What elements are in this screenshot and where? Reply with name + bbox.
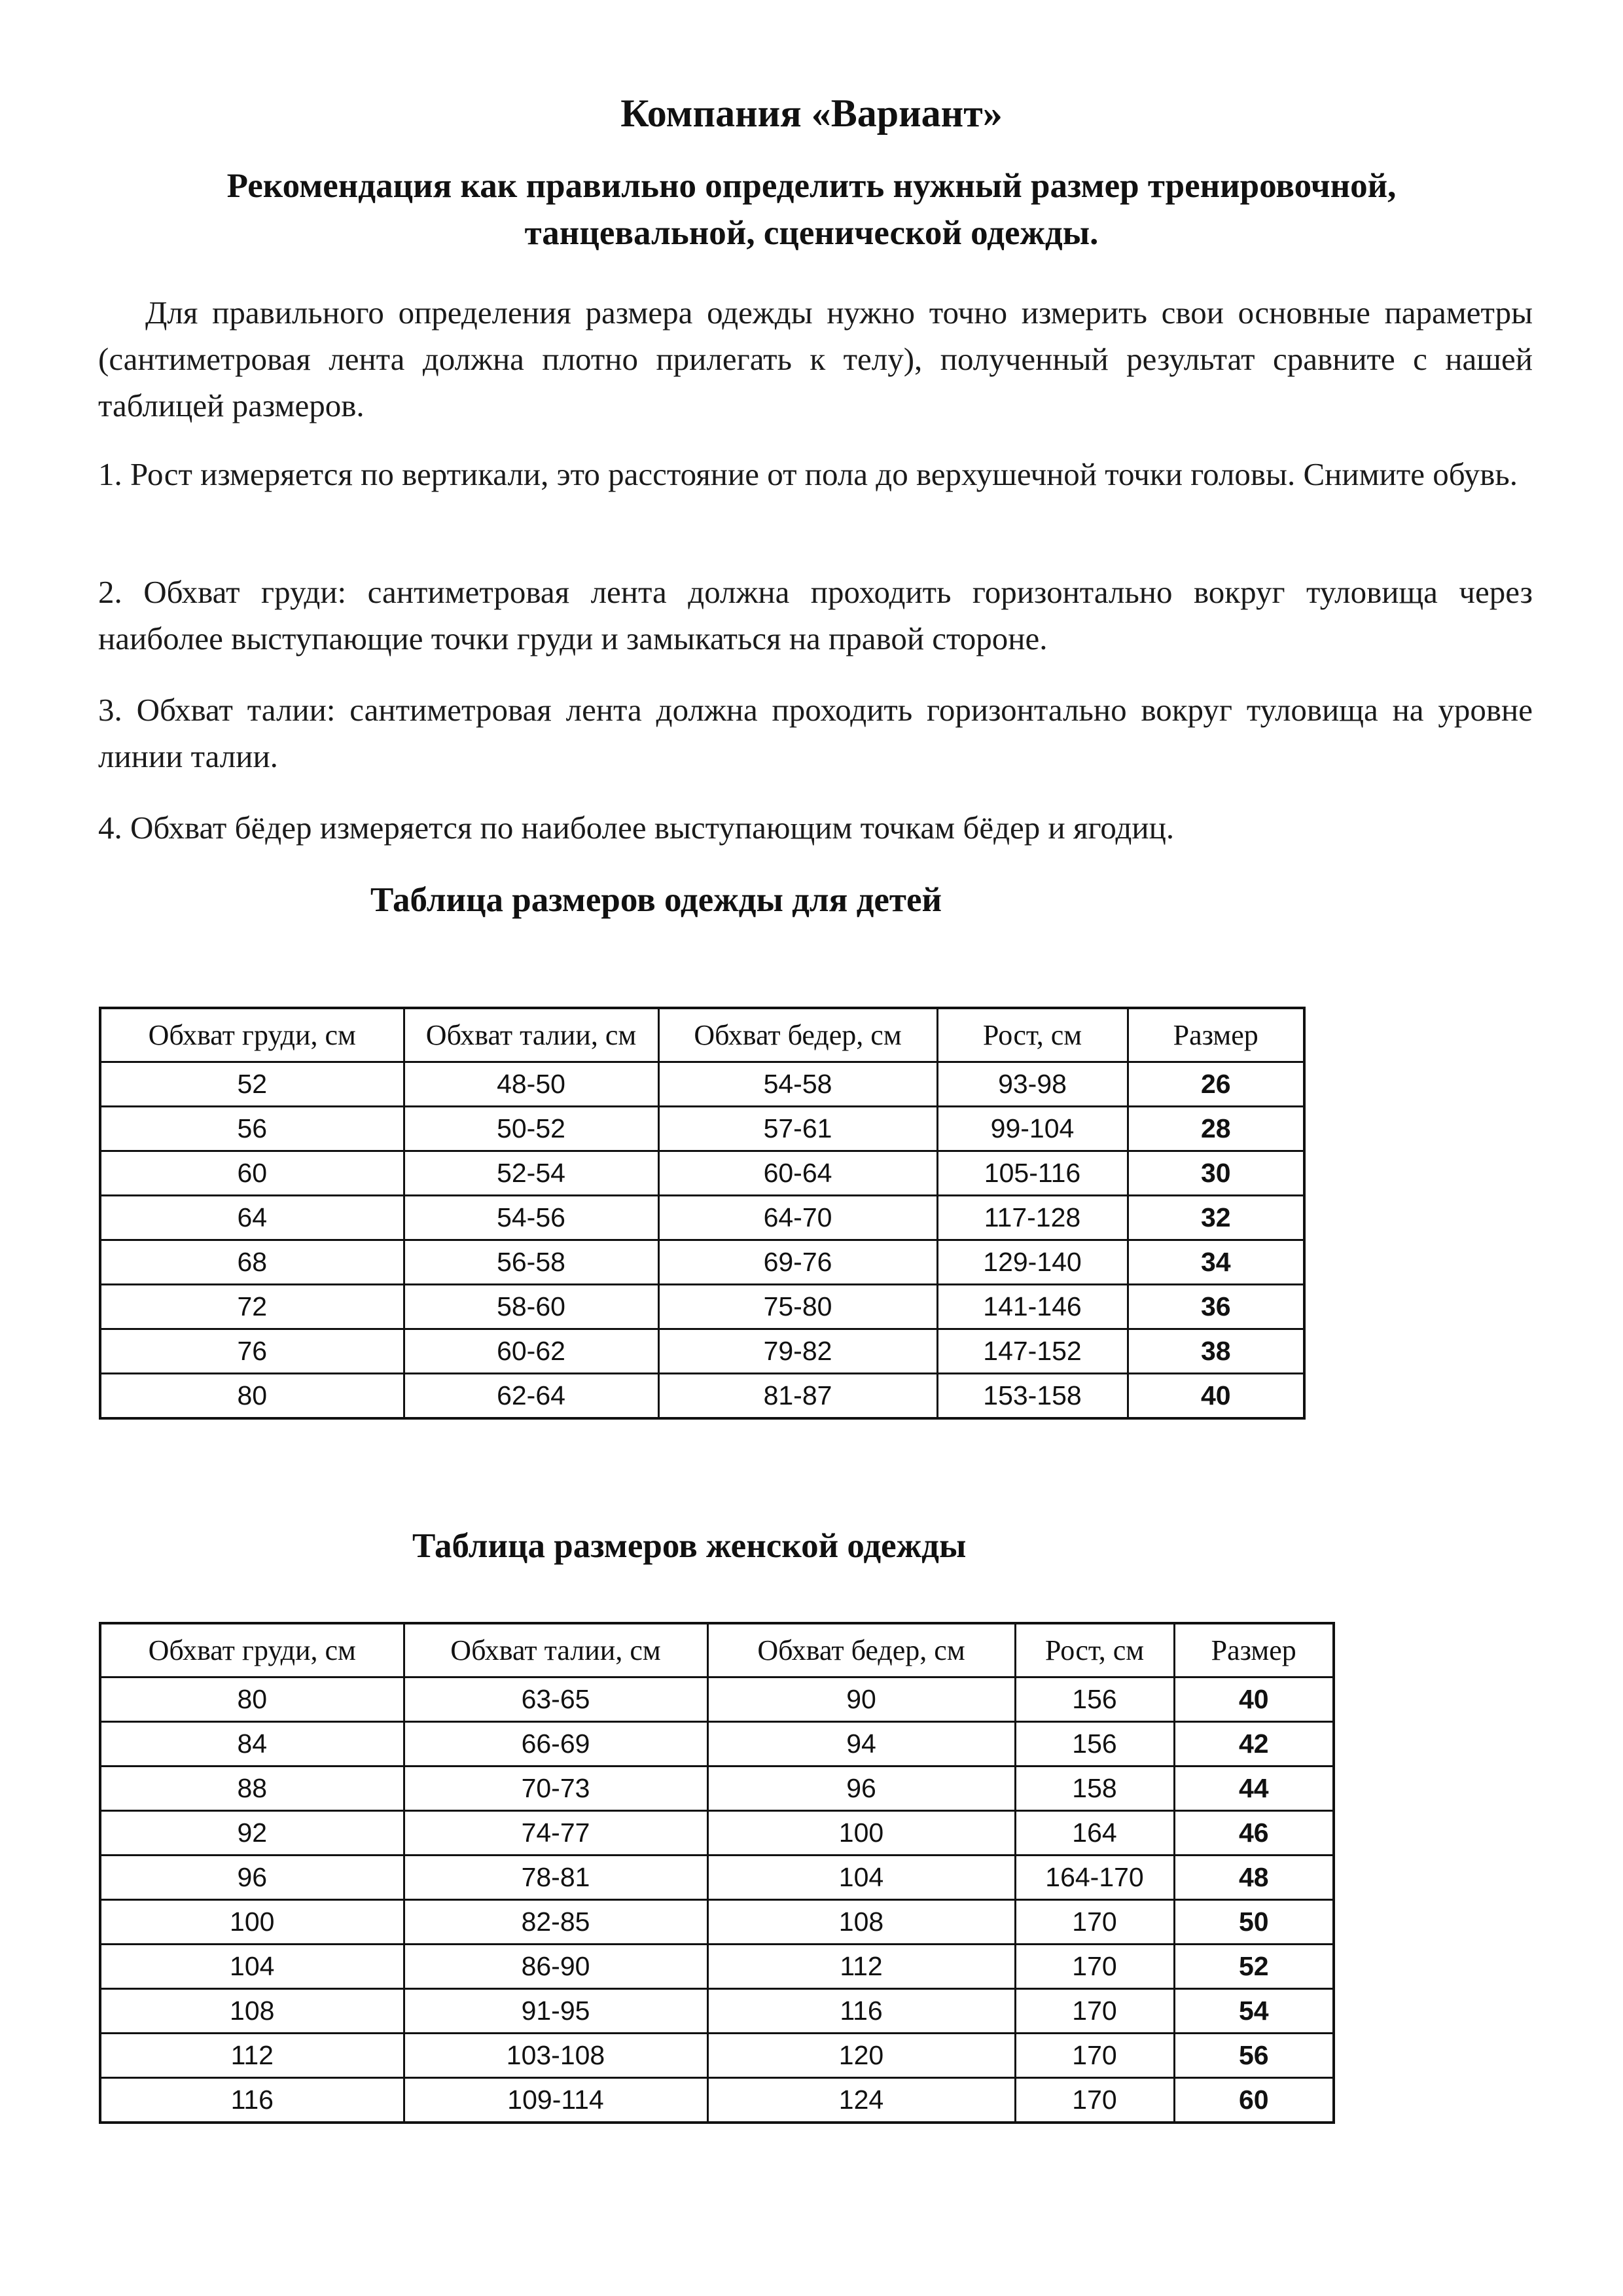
header-hips: Обхват бедер, см [658,1008,937,1062]
waist-cell: 58-60 [404,1285,658,1329]
waist-cell: 60-62 [404,1329,658,1374]
step-2-paragraph: 2. Обхват груди: сантиметровая лента должна проходить горизонтально вокруг туловища через наиболее выступающие точки груди и замыкаться на правой стороне. [98,574,1533,656]
table-row [100,1900,1334,1945]
waist-cell: 103-108 [404,2034,707,2078]
header-size: Размер [1174,1623,1334,1677]
size-cell: 34 [1128,1240,1304,1285]
chest-cell: 108 [100,1989,404,2034]
table-header-row [100,1623,1334,1677]
waist-cell: 52-54 [404,1151,658,1196]
height-cell: 156 [1015,1722,1174,1767]
size-cell: 54 [1174,1989,1334,2034]
waist-cell: 86-90 [404,1945,707,1989]
hips-cell: 54-58 [658,1062,937,1107]
waist-cell: 74-77 [404,1811,707,1856]
table-header-row [100,1008,1304,1062]
table-row [100,1374,1304,1419]
header-waist: Обхват талии, см [404,1623,707,1677]
children-size-table [99,1007,1306,1420]
hips-cell: 116 [707,1989,1015,2034]
subtitle-line-1: Рекомендация как правильно определить нужный размер тренировочной, [226,167,1397,205]
chest-cell: 92 [100,1811,404,1856]
header-height: Рост, см [1015,1623,1174,1677]
waist-cell: 54-56 [404,1196,658,1240]
height-cell: 170 [1015,1945,1174,1989]
hips-cell: 100 [707,1811,1015,1856]
waist-cell: 62-64 [404,1374,658,1419]
size-cell: 32 [1128,1196,1304,1240]
table-row [100,1811,1334,1856]
size-cell: 40 [1174,1677,1334,1722]
header-hips: Обхват бедер, см [707,1623,1015,1677]
table-row [100,2034,1334,2078]
table-row [100,1240,1304,1285]
size-cell: 30 [1128,1151,1304,1196]
chest-cell: 68 [100,1240,404,1285]
intro-paragraph: Для правильного определения размера одежды нужно точно измерить свои основные параметры (сантиметровая лента должна плотно прилегать к телу), полученный результат сравните с нашей таблицей размеров. [98,295,1533,423]
chest-cell: 80 [100,1374,404,1419]
table-row [100,1767,1334,1811]
table-row [100,1722,1334,1767]
table-row [100,2078,1334,2123]
height-cell: 164-170 [1015,1856,1174,1900]
hips-cell: 69-76 [658,1240,937,1285]
step-4-paragraph: 4. Обхват бёдер измеряется по наиболее выступающим точкам бёдер и ягодиц. [98,810,1175,846]
chest-cell: 104 [100,1945,404,1989]
height-cell: 170 [1015,2034,1174,2078]
chest-cell: 96 [100,1856,404,1900]
waist-cell: 66-69 [404,1722,707,1767]
hips-cell: 120 [707,2034,1015,2078]
hips-cell: 96 [707,1767,1015,1811]
chest-cell: 112 [100,2034,404,2078]
table-row [100,1151,1304,1196]
size-cell: 36 [1128,1285,1304,1329]
table-row [100,1945,1334,1989]
chest-cell: 56 [100,1107,404,1151]
subtitle-line-2: танцевальной, сценической одежды. [524,214,1099,252]
size-cell: 26 [1128,1062,1304,1107]
size-cell: 38 [1128,1329,1304,1374]
height-cell: 153-158 [937,1374,1128,1419]
size-cell: 42 [1174,1722,1334,1767]
height-cell: 164 [1015,1811,1174,1856]
chest-cell: 80 [100,1677,404,1722]
waist-cell: 63-65 [404,1677,707,1722]
height-cell: 105-116 [937,1151,1128,1196]
size-cell: 56 [1174,2034,1334,2078]
height-cell: 170 [1015,2078,1174,2123]
hips-cell: 124 [707,2078,1015,2123]
step-1-paragraph: 1. Рост измеряется по вертикали, это расстояние от пола до верхушечной точки головы. Снимите обувь. [98,456,1518,492]
page-subtitle [98,162,1525,257]
size-cell: 52 [1174,1945,1334,1989]
header-waist: Обхват талии, см [404,1008,658,1062]
height-cell: 170 [1015,1989,1174,2034]
chest-cell: 84 [100,1722,404,1767]
waist-cell: 82-85 [404,1900,707,1945]
waist-cell: 91-95 [404,1989,707,2034]
chest-cell: 100 [100,1900,404,1945]
header-height: Рост, см [937,1008,1128,1062]
header-size: Размер [1128,1008,1304,1062]
hips-cell: 90 [707,1677,1015,1722]
table-row [100,1329,1304,1374]
table-row [100,1856,1334,1900]
women-table-title: Таблица размеров женской одежды [412,1527,967,1565]
waist-cell: 48-50 [404,1062,658,1107]
waist-cell: 109-114 [404,2078,707,2123]
table-row [100,1062,1304,1107]
chest-cell: 52 [100,1062,404,1107]
waist-cell: 50-52 [404,1107,658,1151]
height-cell: 156 [1015,1677,1174,1722]
height-cell: 158 [1015,1767,1174,1811]
size-cell: 60 [1174,2078,1334,2123]
hips-cell: 112 [707,1945,1015,1989]
header-chest: Обхват груди, см [100,1623,404,1677]
chest-cell: 76 [100,1329,404,1374]
waist-cell: 56-58 [404,1240,658,1285]
chest-cell: 116 [100,2078,404,2123]
size-cell: 40 [1128,1374,1304,1419]
step-3-paragraph: 3. Обхват талии: сантиметровая лента должна проходить горизонтально вокруг туловища на уровне линии талии. [98,692,1533,774]
hips-cell: 57-61 [658,1107,937,1151]
hips-cell: 104 [707,1856,1015,1900]
header-chest: Обхват груди, см [100,1008,404,1062]
children-table-title: Таблица размеров одежды для детей [370,881,942,919]
table-row [100,1107,1304,1151]
waist-cell: 78-81 [404,1856,707,1900]
chest-cell: 88 [100,1767,404,1811]
chest-cell: 60 [100,1151,404,1196]
page-title: Компания «Вариант» [620,92,1003,135]
size-cell: 48 [1174,1856,1334,1900]
table-row [100,1196,1304,1240]
height-cell: 141-146 [937,1285,1128,1329]
hips-cell: 60-64 [658,1151,937,1196]
table-row [100,1677,1334,1722]
height-cell: 170 [1015,1900,1174,1945]
size-cell: 44 [1174,1767,1334,1811]
women-size-table [99,1622,1335,2124]
table-row [100,1989,1334,2034]
height-cell: 129-140 [937,1240,1128,1285]
height-cell: 93-98 [937,1062,1128,1107]
size-cell: 28 [1128,1107,1304,1151]
hips-cell: 64-70 [658,1196,937,1240]
height-cell: 147-152 [937,1329,1128,1374]
waist-cell: 70-73 [404,1767,707,1811]
hips-cell: 108 [707,1900,1015,1945]
table-row [100,1285,1304,1329]
chest-cell: 64 [100,1196,404,1240]
hips-cell: 75-80 [658,1285,937,1329]
hips-cell: 79-82 [658,1329,937,1374]
chest-cell: 72 [100,1285,404,1329]
hips-cell: 94 [707,1722,1015,1767]
size-cell: 46 [1174,1811,1334,1856]
size-cell: 50 [1174,1900,1334,1945]
height-cell: 117-128 [937,1196,1128,1240]
hips-cell: 81-87 [658,1374,937,1419]
height-cell: 99-104 [937,1107,1128,1151]
